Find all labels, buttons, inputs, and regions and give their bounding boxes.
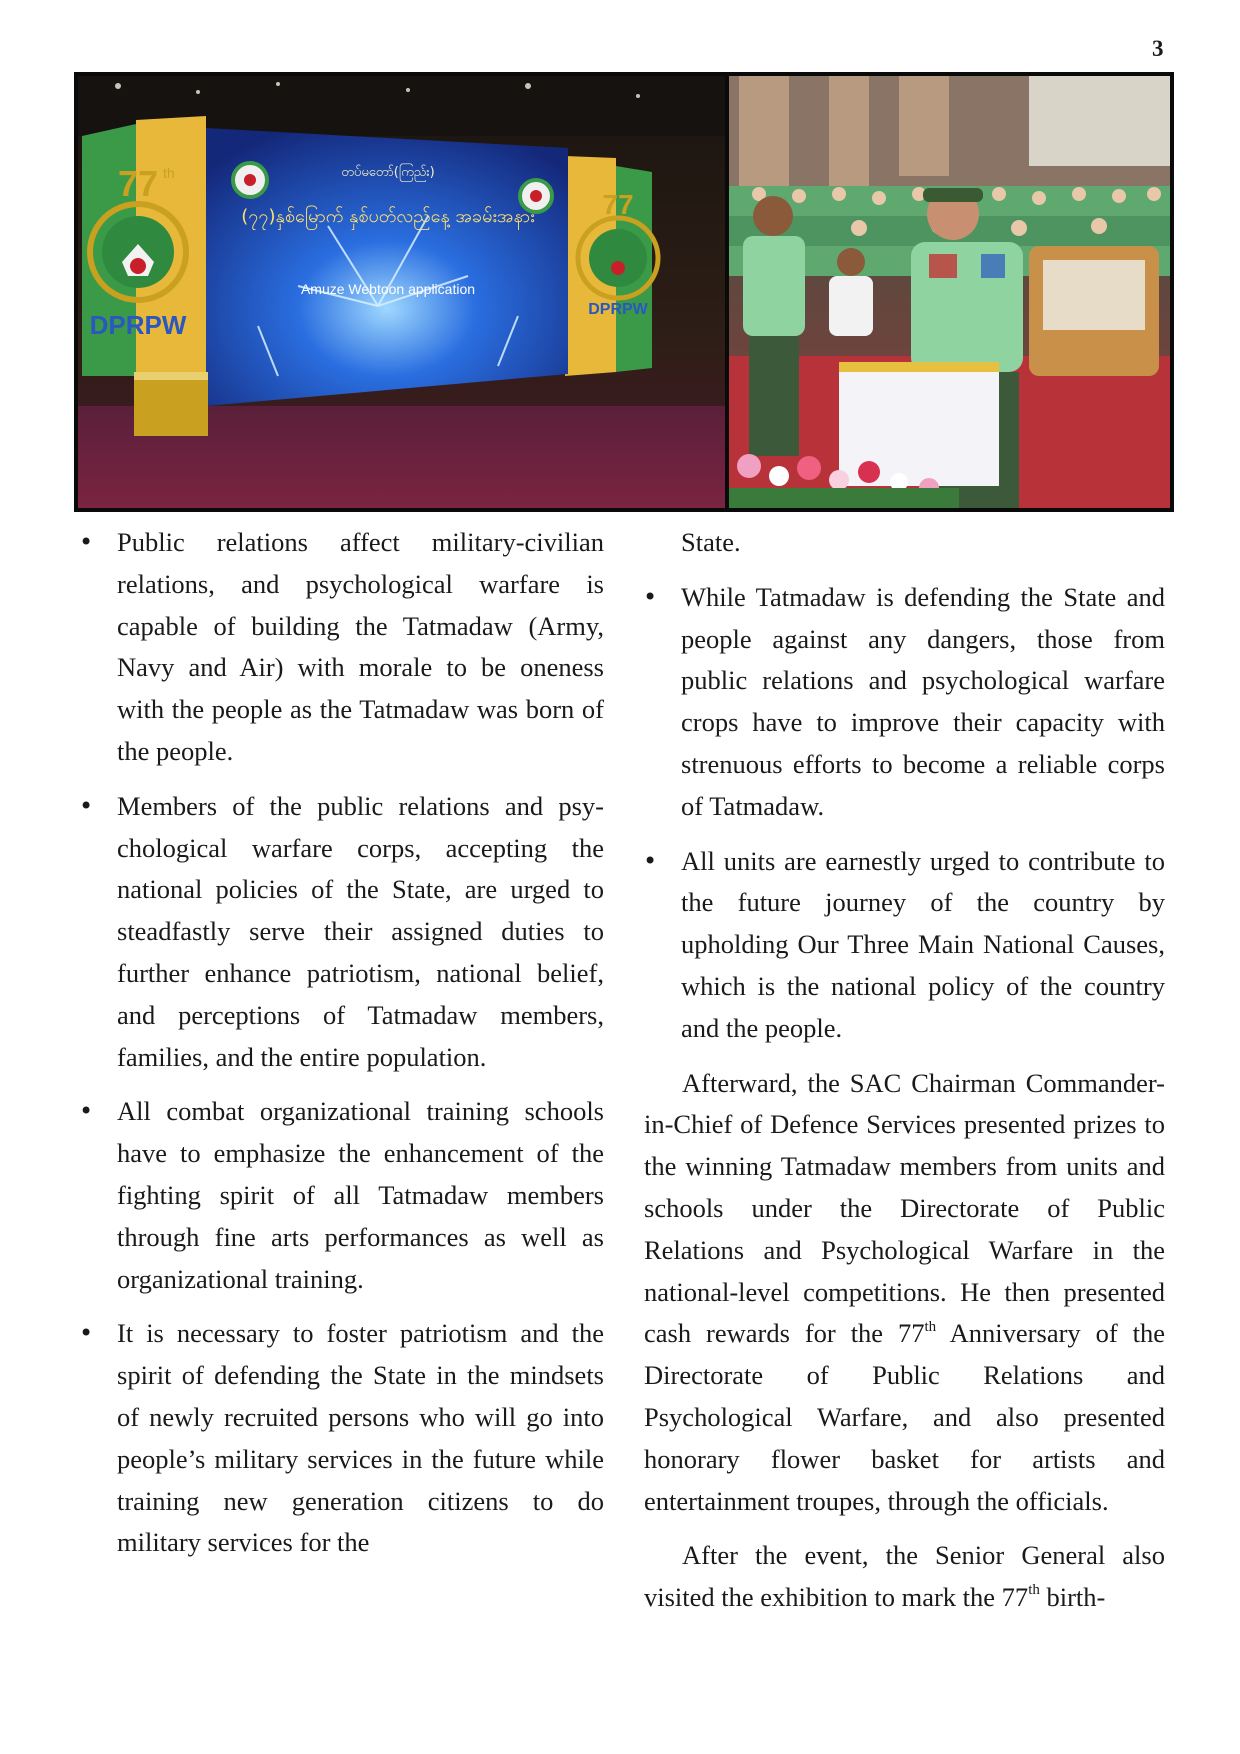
logo-left-caption: DPRPW xyxy=(89,310,187,340)
right-bullet-list xyxy=(644,577,1165,1050)
screen-burmese-line-1: တပ်မတော်(ကြည်း) xyxy=(341,165,435,180)
bullet-item: • All units are earnestly urged to contribute to the future journey of the country by upholding Our Three Main National Causes, which is the national policy of the country and the people. xyxy=(644,841,1165,1050)
screen-english-line: Amuze Webtoon application xyxy=(300,281,476,297)
body-paragraph xyxy=(644,1535,1165,1619)
bullet-item: • Public relations affect military-civilian relations, and psychological warfare is capable of building the Tatmadaw (Army, Navy and Air) with morale to be oneness with the people as the Tatmadaw was born of the people. xyxy=(80,522,604,773)
bullet-item: • While Tatmadaw is defending the State and people against any dangers, those from public relations and psychological warfare crops have to improve their capacity with strenuous efforts to become a reliable corps of Tatmadaw. xyxy=(644,577,1165,828)
paragraph-text: Afterward, the SAC Chairman Commander-in-Chief of Defence Services presented prizes to the winning Tatmadaw members from units and schools under the Directorate of Public Relations and Psychological Warfare in the national-level competitions. He then presented cash rewards for the 77 xyxy=(644,1067,1165,1349)
screen-burmese-line-2: (၇၇)နှစ်မြောက် နှစ်ပတ်လည်နေ့ အခမ်းအနား xyxy=(241,206,535,227)
ordinal-superscript: th xyxy=(924,1318,937,1335)
officers-ceremony-photo xyxy=(729,76,1170,508)
bullet-item: • Members of the public relations and psychological warfare corps, accepting the national policies of the State, are urged to steadfastly serve their assigned duties to further enhance patriotism, national belief, and perceptions of Tatmadaw members, families, and the entire population. xyxy=(80,786,604,1079)
bullet-item: • It is necessary to foster patriotism and the spirit of defending the State in the mindsets of newly recruited persons who will go into people’s military services in the future while training new generation citizens to do military services for the xyxy=(80,1313,604,1564)
page-number: 3 xyxy=(1152,36,1164,61)
logo-right-number: 77 xyxy=(602,189,634,220)
right-text-column xyxy=(644,522,1165,1632)
photo-strip xyxy=(74,72,1174,512)
ceremony-stage-photo xyxy=(78,76,725,508)
stage-illustration xyxy=(78,76,725,508)
logo-right-caption: DPRPW xyxy=(588,301,648,318)
paragraph-text: Anniversary of the Directorate of Public Relations and Psychological Warfare, and also presented honorary flower basket for artists and entertainment troupes, through the officials. xyxy=(644,1318,1165,1516)
ordinal-superscript: th xyxy=(1028,1582,1040,1599)
bullet-continuation: State. xyxy=(681,527,741,557)
paragraph-text: birth- xyxy=(1039,1582,1106,1613)
left-bullet-list xyxy=(80,522,604,1564)
bullet-item: • All combat organizational training schools have to emphasize the enhancement of the fighting spirit of all Tatmadaw members through fine arts performances as well as organizational training. xyxy=(80,1091,604,1300)
paragraph-text: After the event, the Senior General also visited the exhibition to mark the 77 xyxy=(644,1540,1165,1613)
left-text-column xyxy=(80,522,604,1577)
officers-illustration xyxy=(729,76,1170,508)
logo-left-number: 77 xyxy=(117,163,159,204)
body-paragraph xyxy=(644,1063,1165,1523)
logo-left-sup: th xyxy=(163,165,175,181)
